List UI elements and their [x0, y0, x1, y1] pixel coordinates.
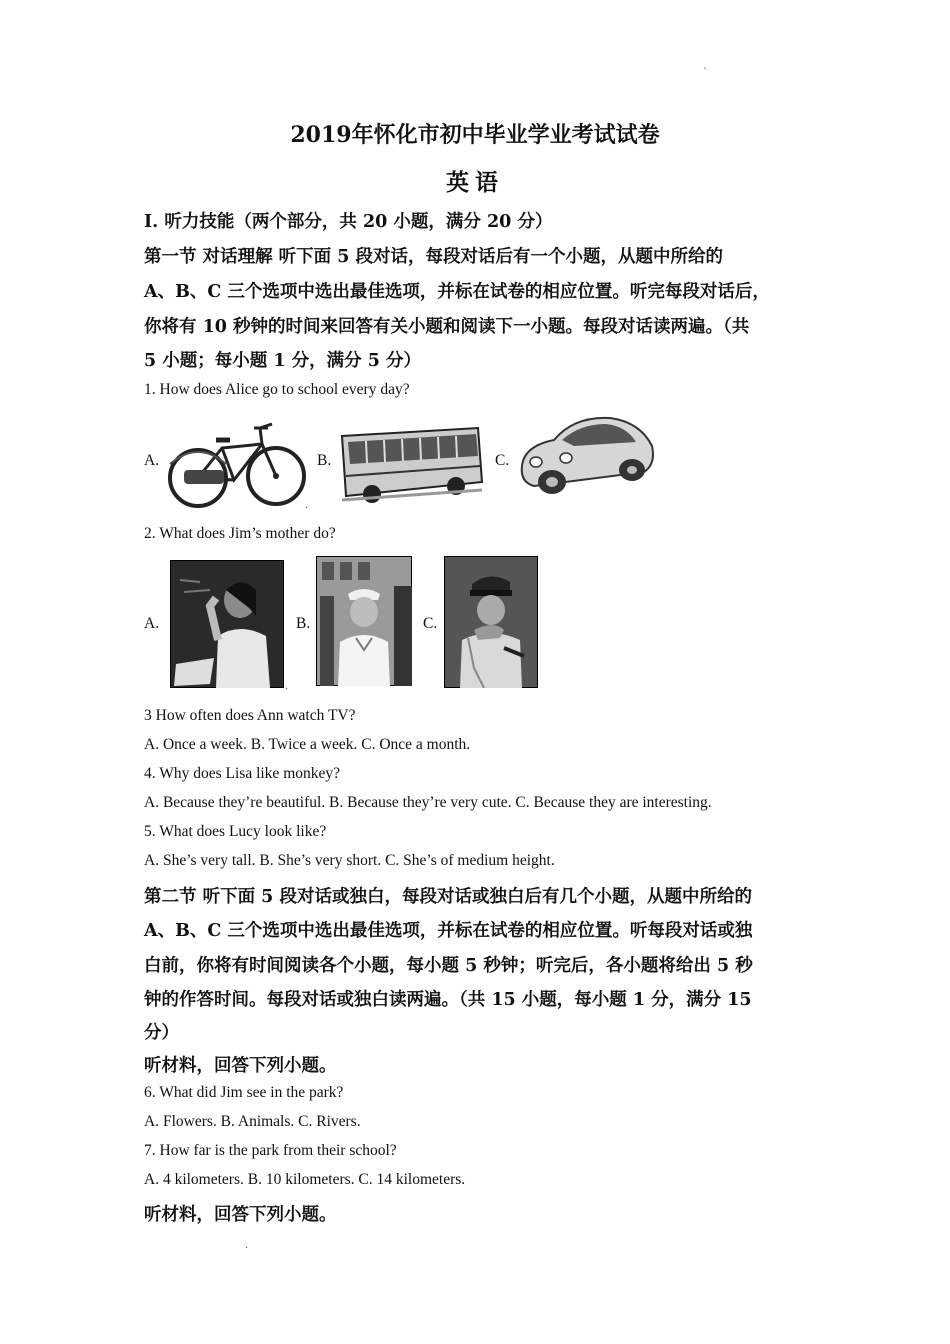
question-2: 2. What does Jim’s mother do?: [144, 525, 336, 542]
q7-options: A. 4 kilometers. B. 10 kilometers. C. 14 kilometers.: [144, 1171, 466, 1188]
q6-options: A. Flowers. B. Animals. C. Rivers.: [144, 1113, 361, 1130]
section-heading: I. 听力技能（两个部分，共 20 小题，满分 20 分）: [144, 212, 553, 232]
scan-mark: ·: [305, 503, 309, 514]
car-icon: [514, 406, 658, 506]
question-5: 5. What does Lucy look like?: [144, 823, 327, 840]
q5-options: A. She’s very tall. B. She’s very short. C. She’s of medium height.: [144, 852, 555, 869]
q2-option-b-label: B.: [296, 615, 311, 632]
teacher-photo: [170, 560, 284, 688]
part2-instruction-line: 白前，你将有时间阅读各个小题，每小题 5 秒钟；听完后，各小题将给出 5 秒: [144, 956, 753, 976]
question-4: 4. Why does Lisa like monkey?: [144, 765, 341, 782]
listen-prompt: 听材料，回答下列小题。: [144, 1056, 337, 1076]
question-7: 7. How far is the park from their school?: [144, 1142, 397, 1159]
listen-prompt: 听材料，回答下列小题。: [144, 1205, 337, 1225]
q1-option-a-label: A.: [144, 452, 160, 469]
scan-mark: ·: [285, 684, 289, 695]
part2-instruction-line: 第二节 听下面 5 段对话或独白，每段对话或独白后有几个小题，从题中所给的: [144, 887, 752, 907]
part1-instruction-line: 第一节 对话理解 听下面 5 段对话，每段对话后有一个小题，从题中所给的: [144, 247, 724, 267]
part2-instruction-line: 分）: [144, 1023, 179, 1043]
part2-instruction-line: A、B、C 三个选项中选出最佳选项，并标在试卷的相应位置。听每段对话或独: [144, 921, 753, 941]
nurse-photo: [316, 556, 412, 686]
question-6: 6. What did Jim see in the park?: [144, 1084, 344, 1101]
q2-option-a-label: A.: [144, 615, 160, 632]
exam-title: 2019年怀化市初中毕业学业考试试卷: [290, 122, 660, 148]
question-1: 1. How does Alice go to school every day?: [144, 381, 410, 398]
q2-option-c-label: C.: [423, 615, 438, 632]
subject-title: 英语: [446, 169, 504, 196]
part1-instruction-line: A、B、C 三个选项中选出最佳选项，并标在试卷的相应位置。听完每段对话后，: [144, 282, 770, 302]
part2-instruction-line: 钟的作答时间。每段对话或独白读两遍。（共 15 小题，每小题 1 分，满分 15: [144, 990, 752, 1010]
q1-option-b-label: B.: [317, 452, 332, 469]
q1-option-c-label: C.: [495, 452, 510, 469]
scan-mark: ·: [245, 1243, 249, 1254]
q4-options: A. Because they’re beautiful. B. Because they’re very cute. C. Because they are interesting.: [144, 794, 712, 811]
scan-mark: `: [703, 68, 708, 79]
bus-icon: [336, 420, 486, 506]
question-3: 3 How often does Ann watch TV?: [144, 707, 356, 724]
part1-instruction-line: 你将有 10 秒钟的时间来回答有关小题和阅读下一小题。每段对话读两遍。（共: [144, 317, 750, 337]
bicycle-icon: [164, 410, 308, 510]
police-officer-photo: [444, 556, 538, 688]
part1-instruction-line: 5 小题；每小题 1 分，满分 5 分）: [144, 351, 421, 371]
q3-options: A. Once a week. B. Twice a week. C. Once a month.: [144, 736, 471, 753]
